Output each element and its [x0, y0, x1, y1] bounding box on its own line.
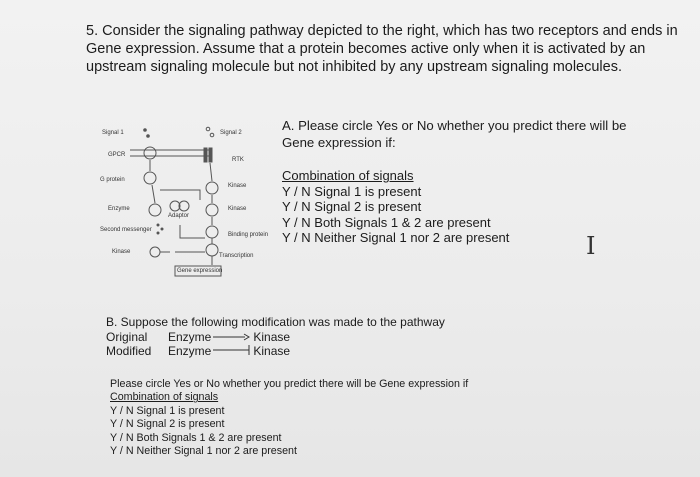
question-5-line-3: upstream signaling molecule but not inhibited by any upstream signaling molecules. [86, 59, 622, 75]
part-b-item: Y / N Neither Signal 1 nor 2 are present [110, 445, 297, 458]
activate-arrow-icon [211, 330, 253, 344]
modified-to: Kinase [253, 344, 291, 358]
gene-expression-label: Gene expression [177, 268, 223, 274]
part-b-question [110, 378, 468, 458]
text-cursor-icon: I [586, 232, 596, 260]
enzyme-label: Enzyme [108, 206, 130, 212]
inhibit-arrow-icon [211, 344, 253, 358]
part-a-line-1: A. Please circle Yes or No whether you predict there will be [282, 118, 627, 133]
modified-label: Modified [106, 344, 152, 358]
part-b-prompt-text: Please circle Yes or No whether you predict there will be Gene expression if [110, 378, 469, 390]
pathway-drawing [100, 120, 280, 290]
part-b-intro: B. Suppose the following modification was made to the pathway [106, 315, 445, 329]
part-a-item: Y / N Signal 2 is present [282, 199, 422, 215]
part-a-item: Y / N Signal 1 is present [282, 183, 422, 199]
question-5-text [86, 22, 678, 76]
second-messenger-label: Second messenger [100, 227, 152, 233]
adaptor-label: Adaptor [168, 213, 190, 219]
signaling-pathway-diagram [100, 120, 280, 295]
part-a-item: Y / N Neither Signal 1 nor 2 are present [282, 230, 510, 246]
part-a-combinations [282, 168, 509, 246]
part-b-combo-title: Combination of signals [110, 391, 219, 404]
kinase-right-2-label: Kinase [228, 206, 247, 212]
original-row [106, 330, 290, 344]
question-5-line-1: 5. Consider the signaling pathway depicted to the right, which has two receptors and ends in [86, 23, 678, 39]
signal-1-label: Signal 1 [102, 130, 124, 136]
modification-table [106, 330, 290, 358]
transcription-label: Transcription [219, 253, 254, 259]
part-a-prompt [282, 117, 627, 151]
original-label: Original [106, 330, 148, 344]
signal-2-label: Signal 2 [220, 130, 242, 136]
part-b-item: Y / N Signal 2 is present [110, 418, 225, 431]
part-b-prompt [106, 315, 445, 358]
question-5-line-2: Gene expression. Assume that a protein becomes active only when it is activated by an [86, 41, 646, 57]
modified-row [106, 344, 290, 358]
modified-from: Enzyme [168, 344, 212, 358]
kinase-right-1-label: Kinase [228, 183, 247, 189]
part-a-item: Y / N Both Signals 1 & 2 are present [282, 214, 491, 230]
part-b-item: Y / N Signal 1 is present [110, 404, 225, 417]
original-from: Enzyme [168, 330, 212, 344]
gpcr-label: GPCR [108, 152, 126, 158]
rtk-label: RTK [232, 157, 244, 163]
kinase-left-label: Kinase [112, 249, 131, 255]
g-protein-label: G protein [100, 177, 125, 183]
part-b-item: Y / N Both Signals 1 & 2 are present [110, 431, 282, 444]
part-a-line-2: Gene expression if: [282, 135, 396, 150]
binding-protein-label: Binding protein [228, 232, 269, 238]
part-a-combo-title: Combination of signals [282, 168, 414, 183]
original-to: Kinase [253, 330, 291, 344]
